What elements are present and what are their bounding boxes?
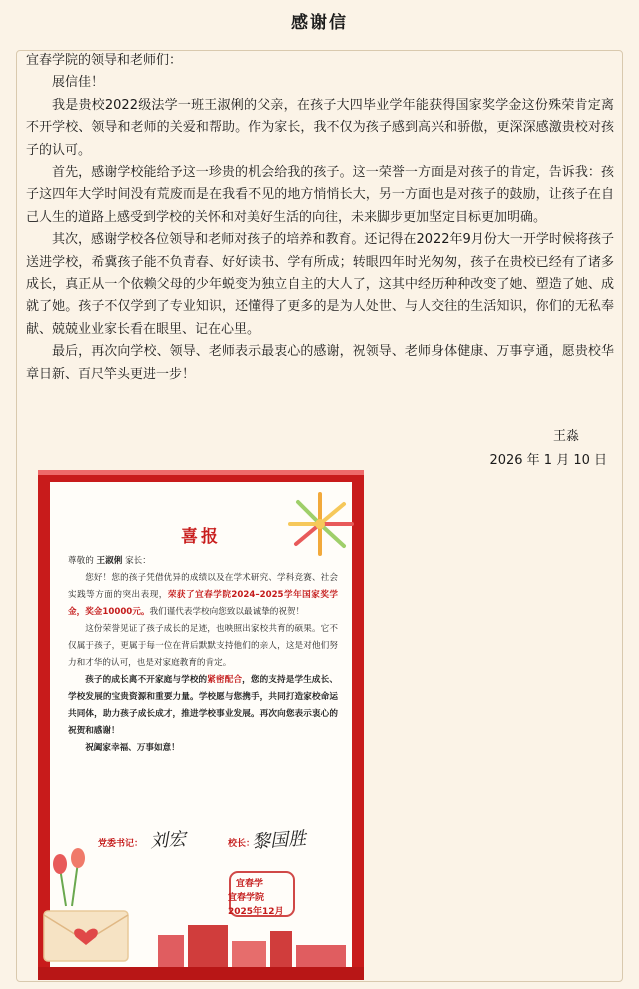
letter-body xyxy=(26,50,614,386)
p3-mid: ，您的支持是学生成长、学校发展的宝贵资源和重要力量。学校愿与您携手，共同打造家校命运共同体，助力孩子成长成才，推进学校事业发展。再次向您表示衷心的祝贺和感谢！ xyxy=(68,675,338,736)
certificate-closing: 祝阖家幸福、万事如意！ xyxy=(85,743,180,753)
seal-date: 2025年12月 xyxy=(228,907,284,917)
certificate-salutation xyxy=(68,553,338,570)
certificate-text xyxy=(68,553,338,757)
letter-paragraph: 最后，再次向学校、领导、老师表示最衷心的感谢，祝领导、老师身体健康、万事亨通，愿贵校华章日新、百尺竿头更进一步！ xyxy=(26,344,614,382)
student-name: 王淑俐 xyxy=(96,556,123,566)
salutation-suffix: 家长： xyxy=(125,556,151,566)
letter-signature-date: 2026 年 1 月 10 日 xyxy=(489,453,607,468)
seal-school-name: 宜春学院 xyxy=(228,893,265,903)
letter-paragraph: 我是贵校2022级法学一班王淑俐的父亲，在孩子大四毕业学年能获得国家奖学金这份殊荣肯定离不开学校、领导和老师的关爱和帮助。作为家长，我不仅为孩子感到高兴和骄傲，更深深感激贵校对孩子的认可。 xyxy=(26,97,614,158)
secretary-signature: 刘宏 xyxy=(149,828,187,853)
certificate-paragraph-3 xyxy=(68,672,338,740)
letter-title: 感谢信 xyxy=(291,13,348,33)
p1-start: 您好！您的孩子凭借优异的成绩以及在学术研究、学科竞赛、社会实践等方面的突出表现， xyxy=(68,573,338,600)
certificate-paragraph-2: 这份荣誉见证了孩子成长的足迹，也映照出家校共育的硕果。它不仅属于孩子，更属于每一位在背后默默支持他们的亲人，这是对他们努力和才华的认可，也是对家庭教育的肯定。 xyxy=(68,624,338,668)
envelope-icon xyxy=(40,895,132,965)
letter-paragraph: 首先，感谢学校能给予这一珍贵的机会给我的孩子。这一荣誉一方面是对孩子的肯定，告诉我：孩子这四年大学时间没有荒废而是在我看不见的地方悄悄长大，另一方面也是对孩子的鼓励，让孩子在自己人生的道路上感受到学校的关怀和对美好生活的向往，未来脚步更加坚定目标更加明确。 xyxy=(26,165,614,225)
president-label: 校长： xyxy=(228,839,256,849)
certificate-paragraph-1 xyxy=(68,570,338,621)
seal-top-text: 宜春学 xyxy=(236,879,264,889)
salutation-prefix: 尊敬的 xyxy=(68,556,94,566)
p3-red: 紧密配合 xyxy=(207,675,243,685)
certificate-top-stripe xyxy=(38,470,364,475)
certificate-title: 喜报 xyxy=(181,527,221,547)
p1-highlight: 荣获了宜春学院2024–2025学年国家奖学金，奖金10000元。 xyxy=(68,590,338,617)
letter-greeting: 展信佳！ xyxy=(52,75,105,91)
letter-signature-name: 王淼 xyxy=(552,429,579,444)
president-signature: 黎国胜 xyxy=(251,828,307,853)
letter-salutation: 宜春学院的领导和老师们： xyxy=(26,53,183,68)
p1-end: 我们谨代表学校向您致以最诚挚的祝贺！ xyxy=(149,607,305,617)
letter-paragraph: 其次，感谢学校各位领导和老师对孩子的培养和教育。还记得在2022年9月份大一开学时候将孩子送进学校，希冀孩子能不负青春、好好读书、学有所成；转眼四年时光匆匆，孩子在贵校已经有了诸多成长，真正从一个依赖父母的少年蜕变为独立自主的大人了，这其中经历种种改变了她、塑造了她、成就了她。孩子不仅学到了专业知识，还懂得了更多的是为人处世、与人交往的生活知识，你们的无私奉献、兢兢业业家长看在眼里、记在心里。 xyxy=(26,232,614,337)
p3-start: 孩子的成长离不开家庭与学校的 xyxy=(85,675,208,685)
secretary-label: 党委书记： xyxy=(98,839,144,849)
